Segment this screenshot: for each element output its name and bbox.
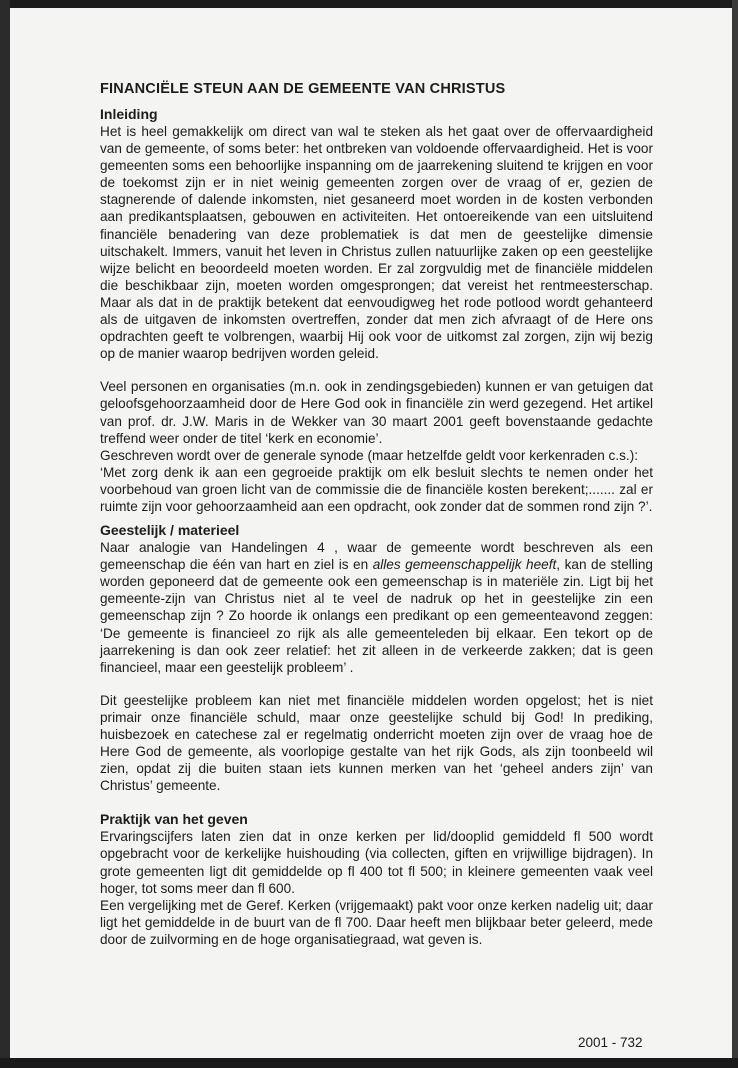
scan-border-bottom (0, 1058, 738, 1068)
paragraph: Dit geestelijke probleem kan niet met financiële middelen worden opgelost; het is niet primair onze financiële schuld, maar onze geestelijke schuld bij God! In prediking, huisbezoek en catechese zal er regelmatig onderricht moeten zijn over de vraag hoe de Here God de gemeente, als voorlopige gestalte van het rijk Gods, als zijn toonbeeld wil zien, opdat zij die buiten staan iets kunnen merken van het ‘geheel anders zijn’ van Christus’ gemeente. (100, 692, 653, 794)
section-heading-inleiding: Inleiding (100, 106, 158, 122)
paragraph: Veel personen en organisaties (m.n. ook in zendingsgebieden) kunnen er van getuigen dat geloofsgehoorzaamheid door de Here God ook in financiële zin werd gezegend. Het artikel van prof. dr. J.W. Maris in de Wekker van 30 maart 2001 geeft bovenstaande gedachte treffend weer onder de titel ‘kerk en economie’. (100, 379, 653, 446)
article-body (100, 80, 653, 948)
section-heading-praktijk: Praktijk van het geven (100, 811, 248, 828)
section-heading-geestelijk-materieel: Geestelijk / materieel (100, 522, 240, 539)
paragraph: Het is heel gemakkelijk om direct van wal te steken als het gaat over de offervaardigheid van de gemeente, of soms beter: het ontbreken van voldoende offervaardigheid. Het is voor gemeenten soms een behoorlijke inspanning om de jaarrekening sluitend te krijgen en voor de toekomst zijn er in niet weinig gemeenten zorgen over de vraag of er, gezien de stagnerende of dalende inkomsten, niet gesaneerd moet worden in de kosten verbonden aan predikantsplaatsen, gebouwen en activiteiten. Het ontoereikende van een uitsluitend financiële benadering van deze problematiek is dat men de geestelijke dimensie uitschakelt. Immers, vanuit het leven in Christus zullen natuurlijke zaken op een geestelijke wijze belicht en beoordeeld moeten worden. Er zal zorgvuldig met de financiële middelen die beschikbaar zijn, moeten worden omgesprongen; dat vereist het rentmeesterschap. Maar als dat in de praktijk betekent dat eenvoudigweg het rode potlood wordt gehanteerd als de uitgaven de inkomsten overtreffen, zonder dat men zich afvraagt of de Here ons opdrachten geeft te volbrengen, waarbij Hij ook voor de uitkomst zal zorgen, zijn wij bezig op de manier waarop bedrijven worden geleid. (100, 124, 653, 362)
article-title: FINANCIËLE STEUN AAN DE GEMEENTE VAN CHRISTUS (100, 81, 506, 97)
quote-paragraph: ‘Met zorg denk ik aan een gegroeide praktijk om elk besluit slechts te nemen onder het voorbehoud van groen licht van de commissie die de financiële kosten berekent;....... zal er ruimte zijn voor gehoorzaamheid aan een opdracht, ook zonder dat de sommen rond zijn ?’. (100, 464, 653, 514)
scan-border-top (0, 0, 738, 8)
scan-border-right (732, 0, 738, 1068)
emphasis: alles gemeenschappelijk heeft (372, 557, 557, 573)
page-number: 2001 - 732 (578, 1035, 643, 1050)
document-page (10, 8, 732, 1058)
paragraph: Een vergelijking met de Geref. Kerken (vrijgemaakt) pakt voor onze kerken nadelig uit; daar ligt het gemiddelde in de buurt van de fl 700. Daar heeft men blijkbaar beter geleerd, mede door de zuilvorming en de hoge organisatiegraad, wat geven is. (100, 897, 653, 947)
paragraph: Naar analogie van Handelingen 4 , waar de gemeente wordt beschreven als een gemeenschap die één van hart en ziel is en alles gemeenschappelijk heeft, kan de stelling worden geponeerd dat de gemeente ook een gemeenschap is in materiële zin. Ligt bij het gemeente-zijn van Christus niet al te veel de nadruk op het in geestelijke zin een gemeenschap zijn ? Zo hoorde ik onlangs een predikant op een gemeenteavond zeggen: ‘De gemeente is financieel zo rijk als alle gemeenteleden bij elkaar. Een tekort op de jaarrekening is dan ook zeer relatief: het zit alleen in de verkeerde zakken; dat is geen financieel, maar een geestelijk probleem’ . (100, 540, 653, 675)
paragraph: Ervaringscijfers laten zien dat in onze kerken per lid/dooplid gemiddeld fl 500 wordt opgebracht voor de kerkelijke huishouding (via collecten, giften en vrijwillige bijdragen). In grote gemeenten ligt dit gemiddelde op fl 400 tot fl 500; in kleinere gemeenten vaak veel hoger, tot soms meer dan fl 600. (100, 829, 653, 896)
paragraph: Geschreven wordt over de generale synode (maar hetzelfde geldt voor kerkenraden c.s.): (100, 447, 638, 463)
scan-border-left (0, 0, 10, 1068)
